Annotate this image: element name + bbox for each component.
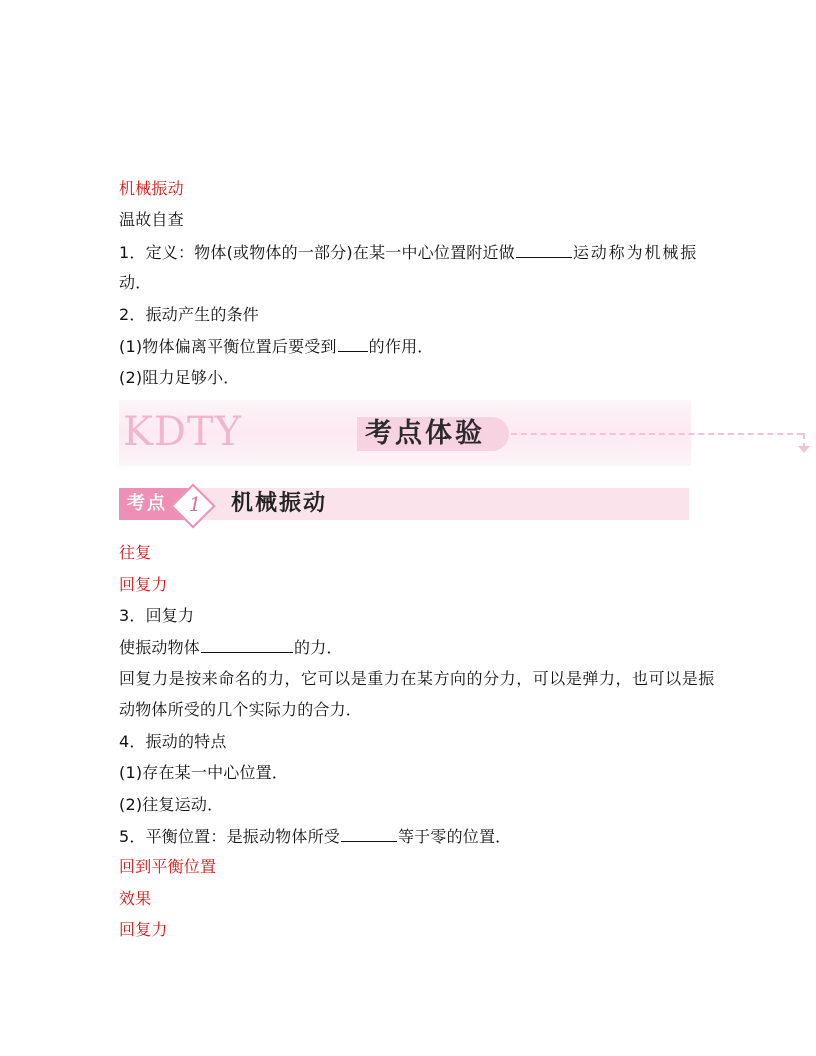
definition-text-a: 1．定义：物体(或物体的一部分)在某一中心位置附近做 — [119, 243, 515, 262]
feature-2: (2)往复运动． — [119, 795, 224, 814]
definition-text-b: 运动称为机械振 — [572, 243, 699, 262]
restoring-force-desc: 回复力是按来命名的力，它可以是重力在某方向的分力，可以是弹力，也可以是振 — [119, 669, 715, 688]
equilibrium-position — [119, 826, 511, 847]
kdty-banner — [119, 400, 691, 466]
banner-dashed-line — [511, 433, 803, 435]
restoring-force-def-b: 的力． — [294, 638, 343, 657]
condition-1-text-a: (1)物体偏离平衡位置后要受到 — [119, 337, 337, 356]
section-red-title: 机械振动 — [119, 179, 184, 198]
condition-1-text-b: 的作用． — [368, 337, 434, 356]
condition-2: (2)阻力足够小． — [119, 368, 240, 387]
condition-1 — [119, 336, 433, 357]
fill-blank — [201, 637, 293, 653]
answer-5: 回复力 — [119, 920, 168, 939]
fill-blank — [338, 336, 368, 352]
equilibrium-text-a: 5．平衡位置：是振动物体所受 — [119, 827, 340, 846]
answer-3: 回到平衡位置 — [119, 857, 217, 876]
kdty-logo-text: KDTY — [123, 409, 243, 455]
review-subtitle: 温故自查 — [119, 210, 184, 229]
feature-1: (1)存在某一中心位置． — [119, 763, 289, 782]
restoring-force-def-a: 使振动物体 — [119, 638, 201, 657]
answer-1: 往复 — [119, 543, 152, 562]
kaodian-header — [119, 488, 689, 520]
definition-line-cont: 动． — [119, 273, 152, 292]
kaodian-number: 1 — [188, 492, 202, 516]
answer-2: 回复力 — [119, 575, 168, 594]
fill-blank — [341, 826, 397, 842]
restoring-force-title: 3．回复力 — [119, 606, 195, 625]
fill-blank — [516, 242, 572, 258]
down-arrow-icon — [798, 446, 810, 453]
conditions-title: 2．振动产生的条件 — [119, 305, 259, 324]
equilibrium-text-b: 等于零的位置． — [397, 827, 512, 846]
banner-title: 考点体验 — [365, 418, 485, 449]
features-title: 4．振动的特点 — [119, 732, 227, 751]
restoring-force-def — [119, 637, 343, 658]
answer-4: 效果 — [119, 889, 152, 908]
definition-line — [119, 242, 698, 263]
kaodian-tag-text: 考点 — [127, 493, 167, 514]
restoring-force-desc-cont: 动物体所受的几个实际力的合力． — [119, 700, 363, 719]
kaodian-title: 机械振动 — [231, 491, 328, 516]
